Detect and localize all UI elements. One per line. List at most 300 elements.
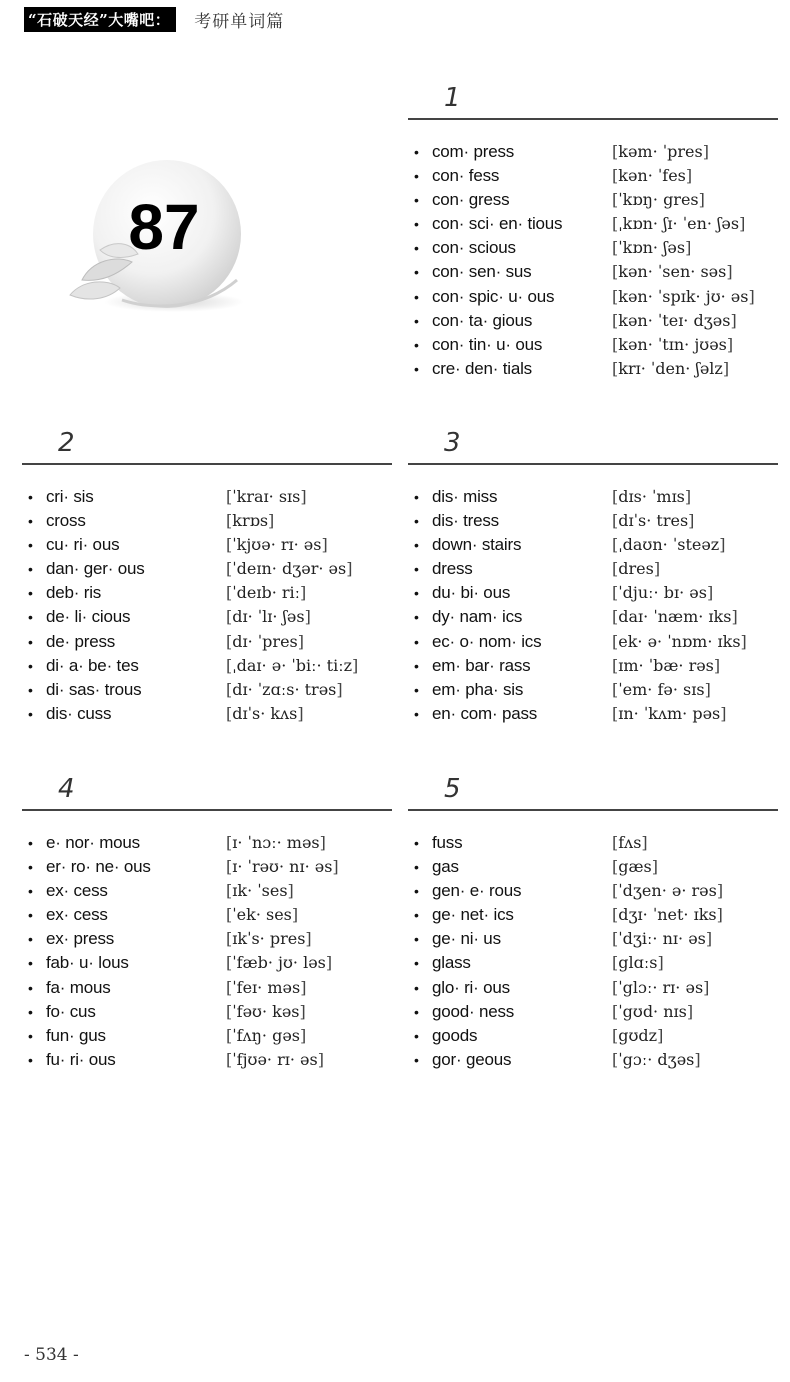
bullet-icon: •	[414, 312, 419, 329]
phonetic-text: fʌs	[618, 833, 642, 852]
bullet-icon: •	[414, 144, 419, 160]
phonetic-text: ɪkˈs· pres	[232, 929, 306, 949]
bullet-icon: •	[414, 907, 419, 924]
word-text: con· gress	[432, 190, 510, 210]
bullet-icon: •	[414, 1027, 419, 1044]
bracket-close: ]	[685, 166, 693, 186]
word-text: con· ta· gious	[432, 310, 533, 330]
phonetic-text: ˈglɔː· rɪ· əs	[618, 977, 704, 997]
bracket-open: [	[612, 833, 619, 852]
bullet-icon: •	[414, 835, 419, 851]
bullet-icon: •	[28, 1051, 33, 1068]
phonetic-text: ˈem· fə· sɪs	[618, 679, 705, 699]
pronunciation	[612, 831, 648, 855]
section-number: 5	[444, 774, 461, 804]
word-text: dis· miss	[432, 487, 498, 506]
list-item	[408, 976, 778, 1000]
bracket-close: ]	[684, 487, 692, 506]
bracket-close: ]	[719, 535, 726, 555]
phonetic-text: dɪˈs· tres	[618, 511, 689, 531]
bracket-close: ]	[297, 703, 304, 723]
bracket-close: ]	[325, 953, 333, 973]
list-item	[408, 357, 778, 381]
word-text: dress	[432, 559, 473, 579]
list-item	[408, 285, 778, 309]
bullet-icon: •	[414, 216, 419, 233]
bracket-close: ]	[651, 857, 658, 877]
bullet-icon: •	[28, 1027, 33, 1044]
phonetic-text: ˈdjuː· bɪ· əs	[618, 583, 707, 603]
bullet-icon: •	[28, 633, 33, 650]
list-item	[22, 557, 392, 581]
bullet-icon: •	[28, 931, 33, 948]
bracket-close: ]	[720, 703, 727, 723]
pronunciation	[612, 879, 723, 903]
section-divider	[22, 463, 392, 465]
bracket-close: ]	[748, 286, 755, 306]
phonetic-text: kən· ˈsen· səs	[618, 262, 727, 282]
pronunciation	[226, 509, 274, 533]
list-item	[408, 630, 778, 654]
word-text: de· li· cious	[46, 607, 131, 627]
bullet-icon: •	[414, 561, 419, 578]
pronunciation	[226, 831, 326, 855]
list-item	[22, 976, 392, 1000]
pronunciation	[612, 678, 711, 702]
bullet-icon: •	[414, 360, 419, 377]
list-item	[22, 831, 392, 855]
section-number: 3	[444, 428, 461, 458]
word-text: fa· mous	[46, 977, 111, 997]
word-text: cu· ri· ous	[46, 535, 120, 555]
pronunciation	[226, 678, 343, 702]
phonetic-text: ˌdaʊn· ˈsteəz	[618, 535, 720, 555]
phonetic-text: ɪ· ˈnɔː· məs	[232, 833, 320, 852]
word-text: di· a· be· tes	[46, 655, 139, 675]
phonetic-text: ek· ə· ˈnɒm· ɪks	[618, 631, 741, 651]
list-item	[22, 927, 392, 951]
phonetic-text: ˈfeɪ· məs	[232, 977, 301, 997]
phonetic-text: kən· ˈfes	[618, 166, 686, 186]
bracket-close: ]	[657, 1025, 664, 1045]
phonetic-text: ˈfʌŋ· gəs	[232, 1025, 301, 1045]
word-text: dy· nam· ics	[432, 607, 523, 627]
bracket-close: ]	[317, 1049, 324, 1069]
pronunciation	[612, 509, 694, 533]
pronunciation	[612, 1000, 693, 1024]
bracket-open: [	[226, 631, 233, 651]
list-item	[408, 164, 778, 188]
pronunciation	[612, 309, 737, 333]
pronunciation	[226, 976, 306, 1000]
phonetic-text: dres	[618, 559, 654, 579]
list-item	[408, 260, 778, 284]
pronunciation	[226, 702, 304, 726]
list-item	[22, 630, 392, 654]
bracket-open: [	[226, 977, 233, 997]
word-list	[22, 485, 392, 726]
bullet-icon: •	[414, 585, 419, 602]
bracket-close: ]	[653, 559, 661, 579]
bullet-icon: •	[28, 681, 33, 698]
word-list	[408, 140, 778, 381]
pronunciation	[612, 212, 745, 236]
list-item	[408, 509, 778, 533]
bullet-icon: •	[28, 657, 33, 674]
list-item	[22, 1000, 392, 1024]
bracket-open: [	[226, 881, 233, 901]
pronunciation	[612, 855, 658, 879]
bracket-close: ]	[319, 833, 326, 852]
bracket-open: [	[226, 833, 233, 852]
bracket-open: [	[226, 511, 233, 531]
bullet-icon: •	[414, 657, 419, 674]
bracket-open: [	[226, 559, 233, 579]
list-item	[408, 533, 778, 557]
pronunciation	[226, 605, 311, 629]
word-text: goods	[432, 1025, 478, 1045]
list-item	[22, 879, 392, 903]
list-item	[408, 951, 778, 975]
bracket-close: ]	[321, 535, 328, 555]
pronunciation	[226, 927, 312, 951]
bracket-close: ]	[300, 583, 307, 603]
bracket-open: [	[612, 238, 619, 258]
phonetic-text: ˈkɒŋ· gres	[618, 190, 699, 210]
bullet-icon: •	[28, 489, 33, 505]
bracket-open: [	[226, 857, 233, 877]
list-item	[408, 581, 778, 605]
pronunciation	[226, 855, 339, 879]
bracket-open: [	[612, 977, 619, 997]
word-text: com· press	[432, 142, 515, 161]
phonetic-text: ɪm· ˈbæ· rəs	[618, 655, 714, 675]
word-text: de· press	[46, 631, 116, 651]
phonetic-text: kən· ˈtɪn· jʊəs	[618, 334, 727, 354]
bracket-close: ]	[740, 631, 747, 651]
word-text: con· scious	[432, 238, 516, 258]
bracket-open: [	[612, 631, 619, 651]
phonetic-text: dɪ· ˈzɑːs· trəs	[232, 679, 337, 699]
word-section	[22, 425, 392, 726]
bracket-close: ]	[722, 358, 730, 378]
word-text: ex· cess	[46, 905, 108, 925]
word-text: cre· den· tials	[432, 358, 532, 378]
phonetic-text: ˈdeɪn· dʒər· əs	[232, 559, 347, 579]
list-item	[408, 236, 778, 260]
bracket-close: ]	[726, 262, 733, 282]
bracket-close: ]	[268, 511, 275, 531]
bracket-open: [	[612, 655, 619, 675]
bracket-close: ]	[657, 953, 664, 973]
pronunciation	[612, 976, 709, 1000]
list-item	[408, 212, 778, 236]
bracket-open: [	[612, 262, 619, 282]
bullet-icon: •	[28, 979, 33, 996]
phonetic-text: ˈek· ses	[232, 905, 292, 925]
list-item	[408, 654, 778, 678]
list-item	[408, 557, 778, 581]
bracket-open: [	[226, 679, 233, 699]
word-text: cri· sis	[46, 487, 94, 506]
bullet-icon: •	[414, 859, 419, 876]
pronunciation	[226, 485, 307, 509]
bracket-open: [	[612, 487, 619, 506]
pronunciation	[612, 903, 723, 927]
bracket-close: ]	[706, 583, 714, 603]
bullet-icon: •	[414, 681, 419, 698]
bullet-icon: •	[414, 705, 419, 722]
header-title: 考研单词篇	[194, 11, 285, 32]
word-text: ec· o· nom· ics	[432, 631, 542, 651]
bracket-close: ]	[694, 1049, 701, 1069]
bracket-close: ]	[332, 857, 339, 877]
bracket-close: ]	[688, 511, 695, 531]
phonetic-text: gæs	[618, 857, 652, 877]
pronunciation	[612, 557, 660, 581]
phonetic-text: kəm· ˈpres	[618, 142, 703, 161]
pronunciation	[612, 164, 692, 188]
pronunciation	[612, 485, 691, 509]
phonetic-text: ˈdʒen· ə· rəs	[618, 881, 717, 901]
bracket-open: [	[612, 953, 619, 973]
pronunciation	[226, 533, 328, 557]
pronunciation	[226, 581, 306, 605]
bullet-icon: •	[414, 288, 419, 305]
bracket-open: [	[612, 881, 619, 901]
phonetic-text: ˈfəʊ· kəs	[232, 1001, 300, 1021]
bullet-icon: •	[414, 264, 419, 281]
bracket-open: [	[612, 511, 619, 531]
word-text: dan· ger· ous	[46, 559, 145, 579]
list-item	[408, 855, 778, 879]
list-item	[408, 605, 778, 629]
bracket-open: [	[612, 583, 619, 603]
bracket-open: [	[226, 487, 233, 506]
pronunciation	[226, 879, 294, 903]
word-text: con· sci· en· tious	[432, 214, 563, 234]
word-section	[408, 80, 778, 381]
bracket-close: ]	[346, 559, 353, 579]
bracket-open: [	[612, 679, 619, 699]
list-item	[408, 831, 778, 855]
bracket-close: ]	[705, 929, 713, 949]
list-item	[408, 927, 778, 951]
word-section	[408, 425, 778, 726]
word-text: ge· net· ics	[432, 905, 514, 925]
bracket-close: ]	[731, 607, 738, 627]
bullet-icon: •	[28, 561, 33, 578]
pronunciation	[226, 654, 358, 678]
bracket-close: ]	[726, 334, 734, 354]
bracket-open: [	[226, 535, 233, 555]
word-text: con· fess	[432, 166, 500, 186]
section-number: 2	[58, 428, 75, 458]
phonetic-text: dɪ· ˈlɪ· ʃəs	[232, 607, 305, 627]
section-number: 1	[444, 83, 461, 113]
word-text: ex· cess	[46, 881, 108, 901]
word-text: fun· gus	[46, 1025, 106, 1045]
phonetic-text: gʊdz	[618, 1025, 658, 1045]
list-item	[22, 951, 392, 975]
page-header	[24, 6, 284, 32]
word-section	[408, 771, 778, 1072]
list-item	[408, 903, 778, 927]
bracket-close: ]	[686, 1001, 694, 1021]
list-item	[22, 1024, 392, 1048]
header-tag: “石破天经”大嘴吧：	[24, 7, 176, 32]
bracket-open: [	[226, 1001, 233, 1021]
section-divider	[408, 463, 778, 465]
word-text: con· spic· u· ous	[432, 286, 555, 306]
pronunciation	[612, 236, 691, 260]
bracket-open: [	[226, 929, 233, 949]
bullet-icon: •	[414, 931, 419, 948]
bracket-open: [	[612, 310, 619, 330]
list-item	[22, 702, 392, 726]
pronunciation	[612, 140, 709, 164]
word-text: glo· ri· ous	[432, 977, 510, 997]
phonetic-text: dɪˈs· kʌs	[232, 703, 298, 723]
bracket-close: ]	[300, 1025, 307, 1045]
word-list	[408, 485, 778, 726]
bullet-icon: •	[414, 240, 419, 257]
bracket-close: ]	[704, 679, 711, 699]
list-item	[408, 1024, 778, 1048]
bullet-icon: •	[414, 336, 419, 353]
pronunciation	[226, 1024, 306, 1048]
lesson-number: 87	[128, 191, 200, 263]
list-item	[408, 879, 778, 903]
list-item	[22, 533, 392, 557]
bullet-icon: •	[28, 513, 33, 530]
list-item	[408, 678, 778, 702]
list-item	[22, 654, 392, 678]
list-item	[22, 678, 392, 702]
phonetic-text: ˌdaɪ· ə· ˈbiː· tiːz	[232, 655, 353, 675]
word-text: fab· u· lous	[46, 953, 129, 973]
list-item	[408, 188, 778, 212]
bracket-open: [	[612, 929, 619, 949]
bullet-icon: •	[28, 955, 33, 972]
phonetic-text: krɪ· ˈden· ʃəlz	[618, 358, 723, 378]
bracket-open: [	[612, 190, 619, 210]
bracket-close: ]	[703, 977, 710, 997]
bullet-icon: •	[414, 1051, 419, 1068]
bracket-open: [	[612, 535, 619, 555]
pronunciation	[612, 285, 755, 309]
pronunciation	[226, 903, 298, 927]
list-item	[22, 903, 392, 927]
bracket-close: ]	[352, 655, 359, 675]
pronunciation	[612, 533, 725, 557]
lesson-badge	[62, 150, 252, 320]
phonetic-text: dʒɪ· ˈnet· ɪks	[618, 905, 717, 925]
bracket-open: [	[612, 1049, 619, 1069]
phonetic-text: daɪ· ˈnæm· ɪks	[618, 607, 732, 627]
word-section	[22, 771, 392, 1072]
bracket-close: ]	[300, 487, 307, 506]
bracket-close: ]	[698, 190, 705, 210]
word-text: em· pha· sis	[432, 679, 524, 699]
list-item	[408, 702, 778, 726]
word-text: dis· tress	[432, 511, 499, 531]
bracket-close: ]	[713, 655, 721, 675]
bracket-close: ]	[641, 833, 648, 852]
pronunciation	[226, 951, 332, 975]
bullet-icon: •	[414, 633, 419, 650]
bullet-icon: •	[28, 835, 33, 851]
pronunciation	[612, 927, 712, 951]
word-text: ex· press	[46, 929, 115, 949]
bracket-close: ]	[287, 881, 294, 901]
bullet-icon: •	[414, 609, 419, 626]
pronunciation	[612, 1024, 663, 1048]
bracket-close: ]	[730, 310, 737, 330]
list-item	[408, 485, 778, 509]
word-text: deb· ris	[46, 583, 102, 603]
phonetic-text: glɑːs	[618, 953, 658, 973]
bracket-open: [	[226, 703, 233, 723]
list-item	[22, 855, 392, 879]
bracket-open: [	[226, 905, 233, 925]
bracket-open: [	[226, 607, 233, 627]
pronunciation	[612, 333, 733, 357]
bullet-icon: •	[414, 883, 419, 900]
bullet-icon: •	[28, 883, 33, 900]
bracket-close: ]	[716, 905, 723, 925]
bracket-open: [	[226, 583, 233, 603]
list-item	[22, 605, 392, 629]
phonetic-text: ˈfæb· jʊ· ləs	[232, 953, 326, 973]
phonetic-text: ˈdeɪb· riː	[232, 583, 301, 603]
list-item	[22, 485, 392, 509]
phonetic-text: kən· ˈspɪk· jʊ· əs	[618, 286, 749, 306]
pronunciation	[612, 654, 720, 678]
bracket-open: [	[612, 358, 619, 378]
phonetic-text: dɪ· ˈpres	[232, 631, 298, 651]
word-text: gas	[432, 857, 459, 877]
pronunciation	[226, 630, 304, 654]
word-text: dis· cuss	[46, 703, 112, 723]
bracket-open: [	[226, 953, 233, 973]
bracket-open: [	[612, 607, 619, 627]
pronunciation	[612, 581, 713, 605]
bracket-open: [	[612, 286, 619, 306]
bracket-open: [	[226, 655, 233, 675]
bracket-close: ]	[685, 238, 692, 258]
bracket-close: ]	[739, 214, 746, 234]
bullet-icon: •	[28, 859, 33, 876]
word-text: con· sen· sus	[432, 262, 532, 282]
bracket-open: [	[612, 166, 619, 186]
word-text: glass	[432, 953, 471, 973]
word-text: fu· ri· ous	[46, 1049, 116, 1069]
bullet-icon: •	[414, 955, 419, 972]
bullet-icon: •	[28, 585, 33, 602]
bracket-open: [	[612, 142, 619, 161]
word-text: gen· e· rous	[432, 881, 522, 901]
list-item	[22, 1048, 392, 1072]
word-text: di· sas· trous	[46, 679, 142, 699]
word-text: cross	[46, 511, 86, 531]
pronunciation	[612, 630, 747, 654]
word-text: em· bar· rass	[432, 655, 531, 675]
bullet-icon: •	[414, 1003, 419, 1020]
word-text: con· tin· u· ous	[432, 334, 543, 354]
bullet-icon: •	[28, 705, 33, 722]
pronunciation	[612, 260, 733, 284]
